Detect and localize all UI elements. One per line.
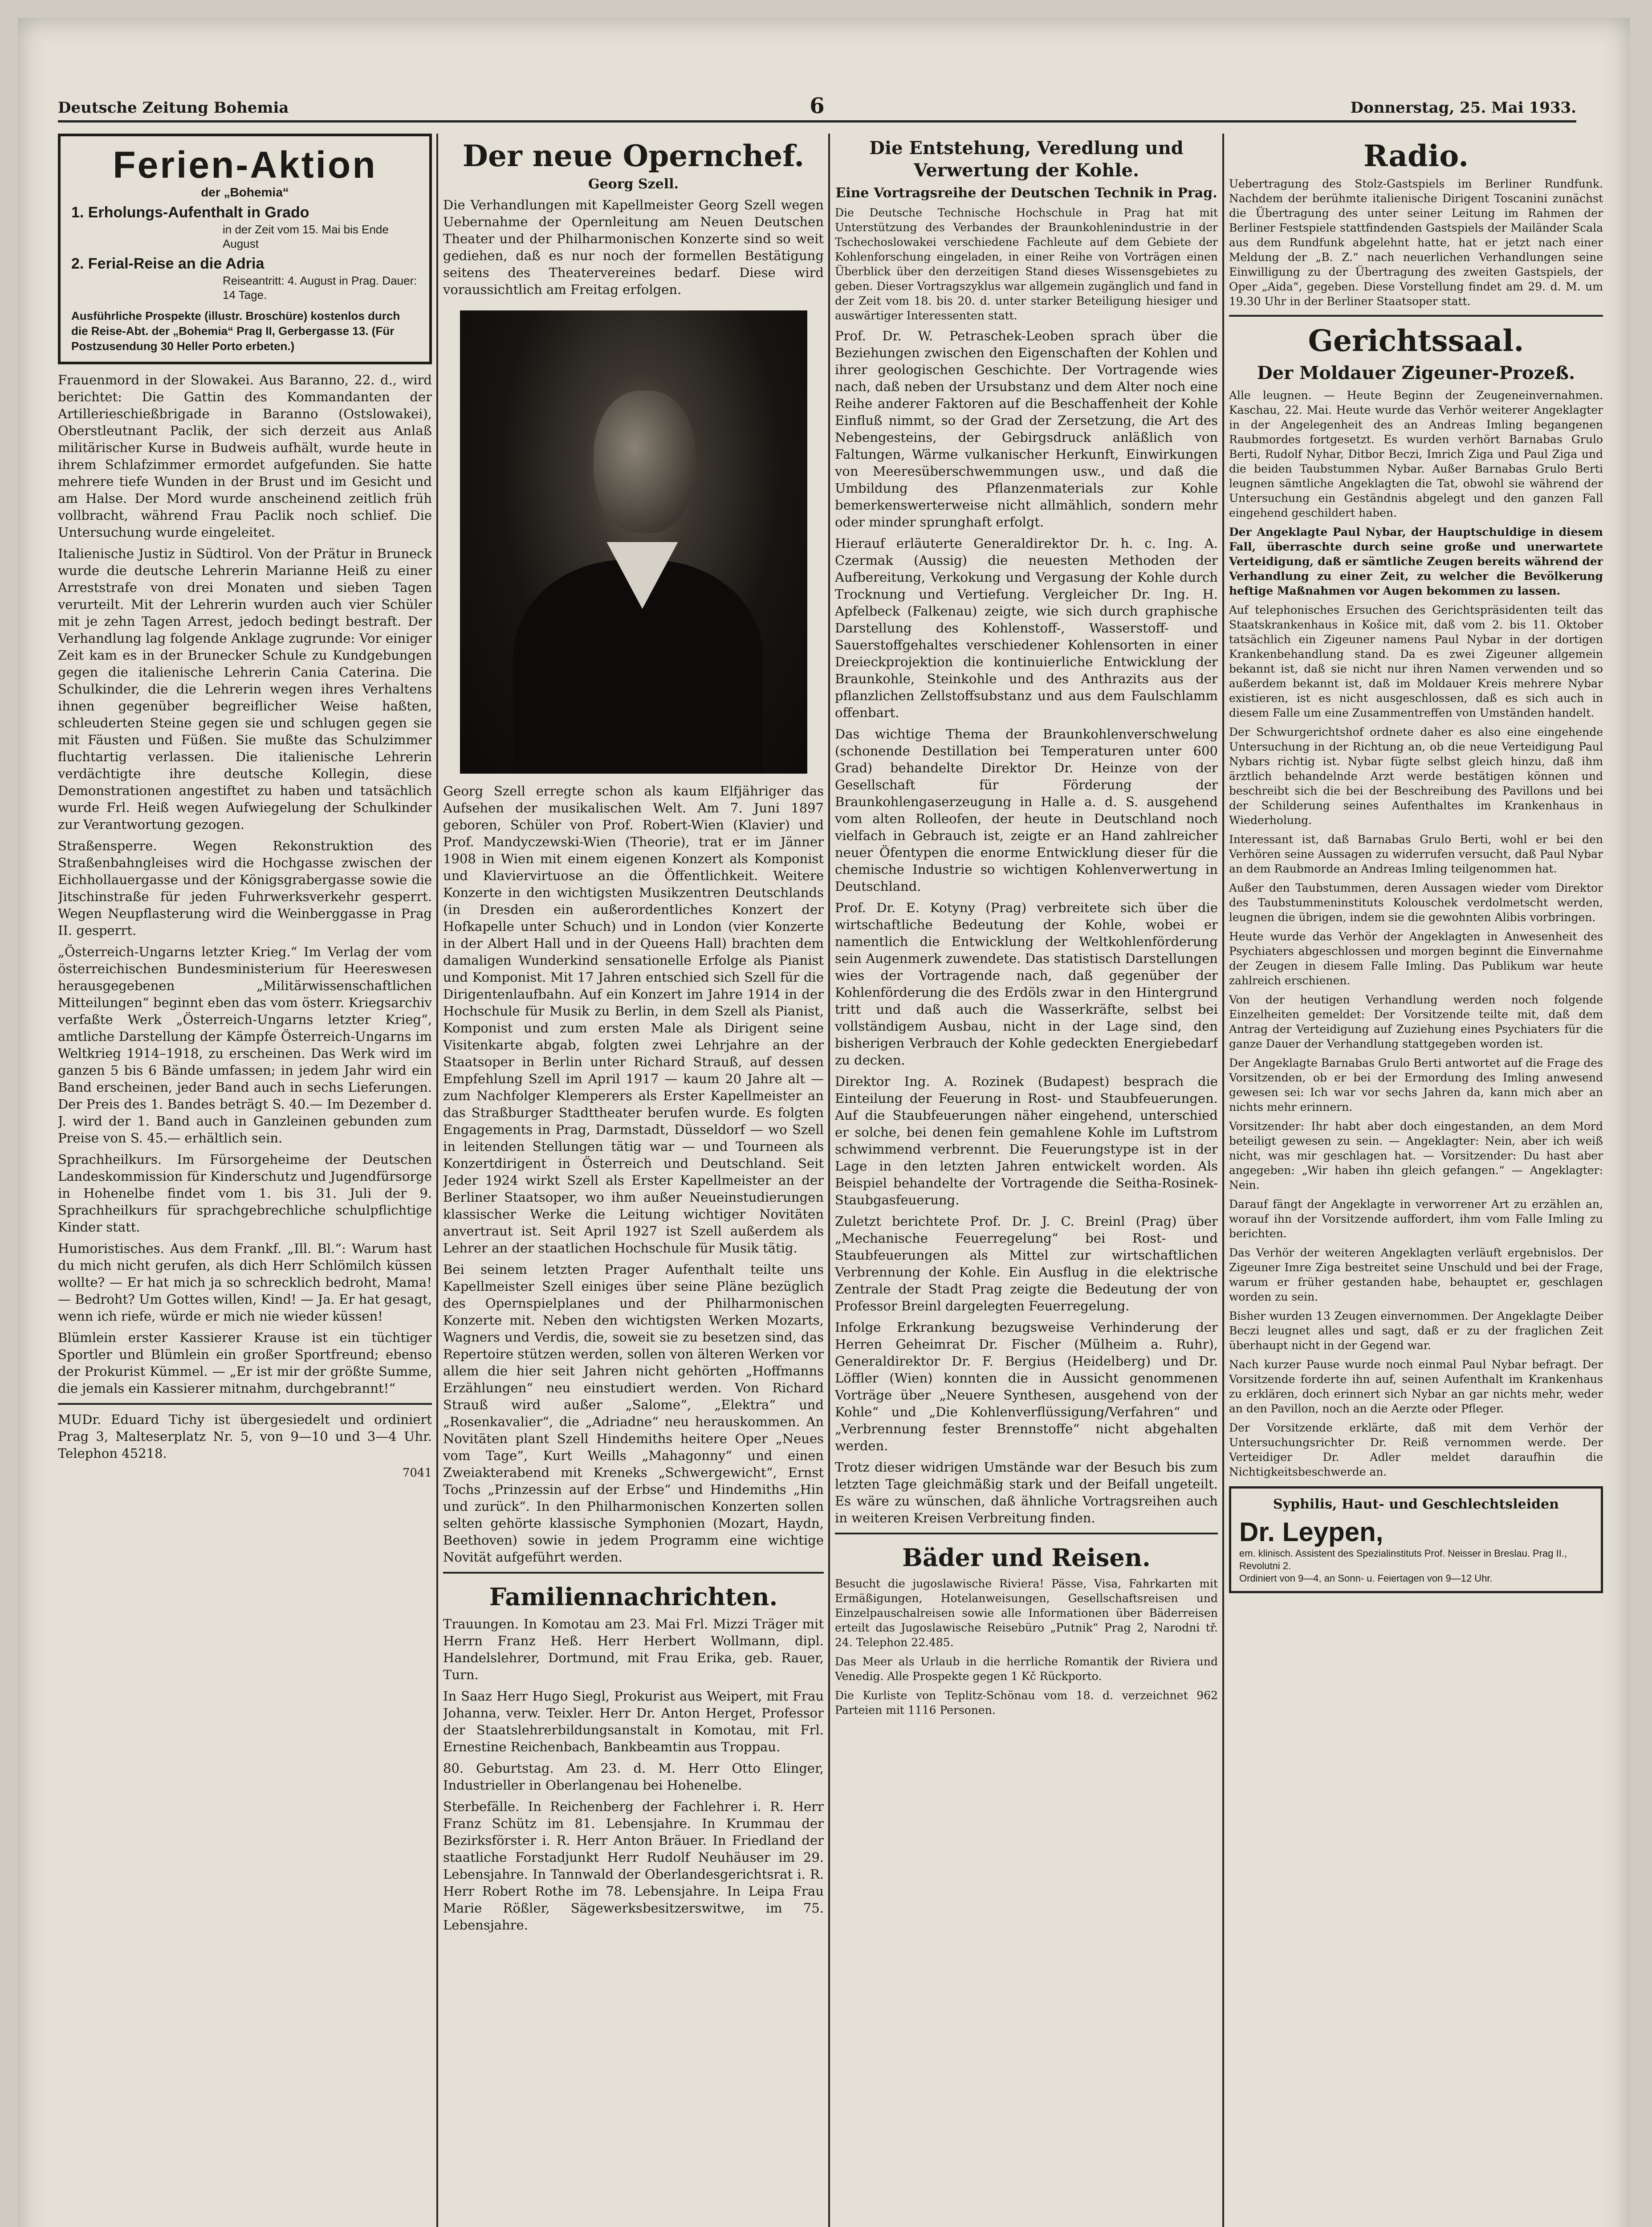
article-kohle-p4: Prof. Dr. E. Kotyny (Prag) verbreitete sich über die wirtschaftliche Bedeutung der Kohle, wobei er namentlich die Entwicklung der Weltkohlenförderung sein Augenmerk zuwendete. Das statistisch Darstellungen wies der Vortragende nach, daß gegenüber der Kohlenförderung die des Erdöls zwar in den Hintergrund tritt und daß auch die Wasserkräfte, selbst bei vollständigem Ausbau, nicht in der Lage sind, den bisherigen Verbrauch der Kohle gedeckten Energiebedarf zu decken. — [835, 900, 1218, 1068]
article-sprachheilkurs: Sprachheilkurs. Im Fürsorgeheime der Deutschen Landeskommission für Kinderschutz und Jugendfürsorge in Hohenelbe findet vom 1. bis 31. Juli der 9. Sprachheilkurs für sprachgebrechliche schulpflichtige Kinder statt. — [58, 1152, 432, 1235]
article-humoristisches: Humoristisches. Aus dem Frankf. „Ill. Bl.“: Warum hast du mich nicht gerufen, als dich Herr Schlömilch küssen wollte? — Er hat mich ja so schrecklich bedroht, Mama! — Bedroht? Um Gottes willen, Kind! — Ja. Er hat gesagt, wenn ich riefe, würde er mich nie wieder küssen! — [58, 1241, 432, 1324]
court-p14: Nach kurzer Pause wurde noch einmal Paul Nybar befragt. Der Vorsitzende forderte ihn auf, seinen Aufenthalt im Krankenhaus zu erklären, doch erinnert sich Nybar an gar nichts mehr, weder an den Pavillon, noch an die Aerzte oder Pfleger. — [1229, 1358, 1603, 1415]
doctor-ad-detail: em. klinisch. Assistent des Spezialinstituts Prof. Neisser in Breslau. Prag II., Revolutni 2. — [1239, 1548, 1567, 1571]
court-p5: Interessant ist, daß Barnabas Grulo Berti, wohl er bei den Verhören seine Aussagen zu widerrufen versucht, daß Paul Nybar an dem Raubmorde an Andreas Imling teilgenommen hat. — [1229, 833, 1603, 875]
doctor-ad-hours: Ordiniert von 9—4, an Sonn- u. Feiertagen von 9—12 Uhr. — [1239, 1573, 1493, 1584]
article-title-zigeuner-prozess: Der Moldauer Zigeuner-Prozeß. — [1257, 363, 1575, 383]
article-subtitle-kohle: Eine Vortragsreihe der Deutschen Technik in Prag. — [835, 185, 1217, 201]
article-italienische-justiz: Italienische Justiz in Südtirol. Von der Prätur in Bruneck wurde die deutsche Lehrerin Marianne Heiß zu einer Arreststrafe von drei Monaten und sieben Tagen verurteilt. Mit der Lehrerin wurden auch vier Schüler mit je zehn Tagen Arrest, jedoch bedingt bestraft. Der Verhandlung lag folgende Anklage zugrunde: Vor einiger Zeit kam es in der Brunecker Schule zu Kundgebungen gegen die italienische Lehrerin Cania Caterina. Die Schulkinder, die die Lehrerin wegen ihres Verhaltens ihnen gegenüber begreiflicher Weise haßten, schleuderten Steine gegen sie und schlugen gegen sie mit Fäusten und Füßen. Sie mußte das Schulzimmer fluchtartig verlassen. Die italienische Lehrerin verdächtigte ihre deutsche Kollegin, diese Demonstrationen angestiftet zu haben und tatsächlich wurde Frl. Heiß wegen Aufwiegelung der Schulkinder zur Verantwortung gezogen. — [58, 546, 432, 832]
court-p1: Alle leugnen. — Heute Beginn der Zeugeneinvernahmen. Kaschau, 22. Mai. Heute wurde das Verhör weiterer Angeklagter in der Angelegenheit des an Andreas Imling begangenen Raubmordes fortgesetzt. Es wurden verhört Barnabas Grulo Berti, Rudolf Nyhar, Ditbor Beczi, Imrich Ziga und Paul Ziga und die beiden Taubstummen Nybar. Außer Barnabas Grulo Berti leugnen sämtliche Angeklagten die Tat, obwohl sie während der Untersuchung ein Geständnis abgelegt und den ganzen Fall eingehend geschildert haben. — [1229, 389, 1603, 519]
ad-subtitle: der „Bohemia“ — [201, 185, 289, 199]
court-p9: Der Angeklagte Barnabas Grulo Berti antwortet auf die Frage des Vorsitzenden, ob er bei der Ermordung des Imling anwesend gewesen sei: Ich war vor sechs Jahren da, kann mich aber an nichts mehr erinnern. — [1229, 1056, 1603, 1114]
court-p12: Das Verhör der weiteren Angeklagten verläuft ergebnislos. Der Zigeuner Imre Ziga bestreitet seine Unschuld und bei der Frage, warum er früher gestanden habe, behauptet er, geschlagen worden zu sein. — [1229, 1246, 1603, 1303]
court-p8: Von der heutigen Verhandlung werden noch folgende Einzelheiten gemeldet: Der Vorsitzende teilte mit, daß dem Antrag der Verteidigung auf Zuziehung eines Psychiaters für die ganze Dauer der Verhandlung stattgegeben worden ist. — [1229, 993, 1603, 1050]
article-kohle-p7: Infolge Erkrankung bezugsweise Verhinderung der Herren Geheimrat Dr. Fischer (Mülheim a. Ruhr), Generaldirektor Dr. F. Bergius (Heidelberg) und Dr. Löffler (Wien) konnten die in Aussicht genommenen Vorträge über „Neuere Synthesen, ausgehend von der Kohle“ und „Die Kohlenverflüssigung/Verfahren“ und „Verbrennung fester Brennstoffe“ nicht abgehalten werden. — [835, 1320, 1218, 1453]
court-p11: Darauf fängt der Angeklagte in verworrener Art zu erzählen an, worauf ihn der Vorsitzende auffordert, ihm vom Falle Imling zu berichten. — [1229, 1198, 1603, 1240]
article-intro-kohle: Die Deutsche Technische Hochschule in Prag hat mit Unterstützung des Verbandes der Braunkohlenindustrie in der Tschechoslowakei verschiedene Fachleute auf dem Gebiete der Kohlenforschung eingeladen, in einer Reihe von Vorträgen einen Überblick über den derzeitigen Stand dieses Wissensgebietes zu geben. Dieser Vortragszyklus war allgemein zugänglich und fand in der Zeit vom 18. bis 20. d. unter starker Beteiligung hiesiger und auswärtiger Interessenten statt. — [835, 206, 1218, 322]
newspaper-page — [18, 18, 1630, 2227]
court-p3: Auf telephonisches Ersuchen des Gerichtspräsidenten teilt das Staatskrankenhaus in Košice mit, daß vom 2. bis 11. Oktober tatsächlich ein Zigeuner namens Paul Nybar in der dortigen Krankenbehandlung stand. Da es zwei Zigeuner allgemein bekannt ist, daß sie nicht nur ihren Namen verwenden und so außerdem bekannt ist, daß im Moldauer Kreis mehrere Nybar existieren, ist es nicht ausgeschlossen, daß es sich auch in diesem Falle um eine Zusammentreffen von Umständen handelt. — [1229, 604, 1603, 719]
ad-item-1: 1. Erholungs-Aufenthalt in Grado — [71, 204, 309, 221]
court-p4: Der Schwurgerichtshof ordnete daher es also eine eingehende Untersuchung in der Richtung an, ob die neue Verteidigung Paul Nybars richtig ist. Nybar fügte selbst gleich hinzu, daß ihm ärztlich behandelnde Arzt werde bestätigen können und beschreibt sich die bei der Beschreibung des Pavillons und bei der Schilderung seines Aufenthaltes im Krankenhaus in Wiederholung. — [1229, 726, 1603, 827]
portrait-photo-georg-szell — [460, 310, 807, 774]
article-intro-szell: Die Verhandlungen mit Kapellmeister Georg Szell wegen Uebernahme der Opernleitung am Neuen Deutschen Theater und der Philharmonischen Konzerte sind so weit gediehen, daß es nur noch der formellen Bestätigung seitens des Theatervereines bedarf. Diese wird voraussichtlich am Freitag erfolgen. — [443, 197, 824, 297]
column-divider — [1222, 134, 1224, 2227]
fam-trauungen: Trauungen. In Komotau am 23. Mai Frl. Mizzi Träger mit Herrn Franz Heß. Herr Herbert Wollmann, dipl. Handelslehrer, Dortmund, mit Frau Erika, geb. Rauer, Turn. — [443, 1616, 824, 1682]
column-4 — [1229, 134, 1603, 2227]
court-p2: Der Angeklagte Paul Nybar, der Hauptschuldige in diesem Fall, überraschte durch seine große und unerwartete Verteidigung, daß er sämtliche Zeugen bereits während der Verhandlung zu einer Zeit, zu welcher die Bevölkerung heftige Maßnahmen vor Augen bekommen zu lassen. — [1229, 526, 1603, 597]
ad-footer: Ausführliche Prospekte (illustr. Broschüre) kostenlos durch die Reise-Abt. der „Bohemia“ Prag II, Gerbergasse 13. (Für Postzusendung 30 Heller Porto erbeten.) — [71, 309, 400, 353]
column-1 — [58, 134, 432, 2227]
fam-saaz: In Saaz Herr Hugo Siegl, Prokurist aus Weipert, mit Frau Johanna, verw. Teixler. Herr Dr. Anton Herget, Professor der Staatslehrerbildungsanstalt in Komotau, mit Frl. Ernestine Reichenbach, Bankbeamtin aus Troppau. — [443, 1689, 824, 1754]
court-p15: Der Vorsitzende erklärte, daß mit dem Verhör der Untersuchungsrichter Dr. Reiß vernommen werde. Der Verteidiger Dr. Adler meldet daraufhin die Nichtigkeitsbeschwerde an. — [1229, 1421, 1603, 1478]
article-kohle-p8: Trotz dieser widrigen Umstände war der Besuch bis zum letzten Tage gleichmäßig stark und der Beifall ungeteilt. Es wäre zu wünschen, daß ähnliche Vortragsreihen auch in weiteren Kreisen Verbreitung finden. — [835, 1460, 1218, 1525]
notice-code: 7041 — [402, 1466, 432, 1480]
article-bluemlein: Blümlein erster Kassierer Krause ist ein tüchtiger Sportler und Blümlein ein großer Sportfreund; ebenso der Prokurist Kümmel. — „Er ist mir der größte Summe, die jemals ein Kassierer mitnahm, durchgebrannt!“ — [58, 1330, 432, 1396]
section-title-baeder: Bäder und Reisen. — [902, 1543, 1151, 1572]
ferien-aktion-ad — [58, 134, 432, 364]
article-title-kohle: Die Entstehung, Veredlung und Verwertung der Kohle. — [869, 138, 1184, 181]
divider — [58, 1403, 432, 1405]
ad-title: Ferien-Aktion — [113, 144, 377, 186]
section-title-gerichtssaal: Gerichtssaal. — [1308, 323, 1524, 358]
doctor-ad-title: Syphilis, Haut- und Geschlechtsleiden — [1273, 1497, 1559, 1512]
issue-date: Donnerstag, 25. Mai 1933. — [1350, 99, 1576, 117]
ad-item-1-detail: in der Zeit vom 15. Mai bis Ende August — [223, 223, 389, 250]
column-2 — [443, 134, 824, 2227]
doctor-ad-name: Dr. Leypen, — [1239, 1517, 1383, 1547]
section-title-familiennachrichten: Familiennachrichten. — [489, 1583, 778, 1611]
column-3 — [835, 134, 1218, 2227]
article-kohle-p3: Das wichtige Thema der Braunkohlenverschwelung (schonende Destillation bei Temperaturen unter 600 Grad) behandelte Direktor Dr. Heinze von der Gesellschaft für Förderung der Braunkohlengaserzeugung in Halle a. d. S. ausgehend vom alten Rolleofen, der heute in Deutschland noch vielfach in Gebrauch ist, zeigte er an Hand zahlreicher neuer Öfentypen die enorme Entwicklung dieser für die chemische Industrie so wichtigen Kohlenverwertung in Deutschland. — [835, 726, 1218, 894]
page-number: 6 — [810, 94, 825, 118]
article-body-szell-1: Georg Szell erregte schon als kaum Elfjähriger das Aufsehen der musikalischen Welt. Am 7. Juni 1897 geboren, Schüler von Prof. Robert-Wien (Klavier) und Prof. Mandyczewski-Wien (Theorie), trat er im Jänner 1908 in Wien mit einem eigenen Konzert als Komponist und Klaviervirtuose an die Öffentlichkeit. Weitere Konzerte in den wichtigsten Musikzentren Deutschlands (in Dresden ein außerordentliches Konzert der Hofkapelle unter Schuch) und in London (vier Konzerte in der Albert Hall und in der Queens Hall) brachten dem damaligen Wunderkind sensationelle Erfolge als Pianist und Komponist. Mit 17 Jahren entschied sich Szell für die Dirigentenlaufbahn. Auf ein Konzert im Jahre 1914 in der Hochschule für Musik zu Berlin, in dem Szell als Pianist, Komponist und zum ersten Male als Dirigent seine Visitenkarte abgab, folgten zwei Lehrjahre an der Staatsoper in Berlin unter Richard Strauß, auf dessen Empfehlung Szell im April 1917 — kaum 20 Jahre alt — zum Nachfolger Klemperers als Erster Kapellmeister an das Straßburger Stadttheater berufen wurde. Es folgten Engagements in Prag, Darmstadt, Düsseldorf — wo Szell in leitenden Stellungen tätig war — und Tourneen als Konzertdirigent in Österreich und Deutschland. Seit Jeder 1924 wirkt Szell als Erster Kapellmeister an der Berliner Staatsoper, wo ihm außer Neueinstudierungen klassischer Werke die Leitung wichtiger Novitäten anvertraut ist. Seit April 1927 ist Szell außerdem als Lehrer an der staatlichen Hochschule für Musik tätig. — [443, 783, 824, 1256]
article-title-opernchef: Der neue Opernchef. — [462, 139, 805, 173]
article-kohle-p5: Direktor Ing. A. Rozinek (Budapest) besprach die Einteilung der Feuerung in Rost- und Staubfeuerungen. Auf die Staubfeuerungen näher eingehend, unterschied er solche, bei denen fein gemahlene Kohle im Luftstrom schwimmend verbrennt. Die Feuerungstype ist in der Lage in den letzten Jahren entwickelt worden. Als Beispiel behandelte der Vortragende die Seitha-Rosinek-Staubgasfeuerung. — [835, 1074, 1218, 1207]
divider — [835, 1533, 1218, 1534]
ad-item-2-detail: Reiseantritt: 4. August in Prag. Dauer: 14 Tage. — [223, 274, 417, 302]
doctor-ad — [1229, 1486, 1603, 1593]
fam-sterbefaelle: Sterbefälle. In Reichenberg der Fachlehrer i. R. Herr Franz Schütz im 81. Lebensjahre. In Krummau der Bezirksförster i. R. Herr Anton Bräuer. In Friedland der staatliche Forstadjunkt Herr Rudolf Neuhäuser im 29. Lebensjahre. In Tannwald der Oberlandesgerichtsrat i. R. Herr Robert Rothe im 78. Lebensjahre. In Leipa Frau Marie Rößler, Sägewerksbesitzerswitwe, im 75. Lebensjahre. — [443, 1799, 824, 1933]
baeder-item-1: Besucht die jugoslawische Riviera! Pässe, Visa, Fahrkarten mit Ermäßigungen, Hotelanweisungen, Gesellschaftsreisen und Einzelpauschalreisen sowie alle Informationen über Bäderreisen erteilt das Jugoslawische Reisebüro „Putnik“ Prag 2, Narodni tř. 24. Telephon 22.485. — [835, 1577, 1218, 1649]
notice-mudr-tichy: MUDr. Eduard Tichy ist übergesiedelt und ordiniert Prag 3, Malteserplatz Nr. 5, von 9—10 und 3—4 Uhr. Telephon 45218. — [58, 1412, 432, 1461]
article-subtitle-szell: Georg Szell. — [588, 176, 679, 192]
newspaper-name: Deutsche Zeitung Bohemia — [58, 99, 289, 117]
article-strassensperre: Straßensperre. Wegen Rekonstruktion des Straßenbahngleises wird die Hochgasse zwischen der Eichhollauergasse und der Königsgrabergasse sowie die Jitschinstraße für jeden Fuhrwerksverkehr gesperrt. Wegen Neupflasterung wird die Weinberggasse in Prag II. gesperrt. — [58, 838, 432, 938]
column-divider — [436, 134, 438, 2227]
baeder-item-3: Die Kurliste von Teplitz-Schönau vom 18. d. verzeichnet 962 Parteien mit 1116 Personen. — [835, 1689, 1218, 1717]
article-oesterreich-ungarns-krieg: „Österreich-Ungarns letzter Krieg.“ Im Verlag der vom österreichischen Bundesministerium für Heereswesen herausgegebenen „Militärwissenschaftlichen Mitteilungen“ beginnt eben das vom österr. Kriegsarchiv verfaßte Werk „Österreich-Ungarns letzter Krieg“, amtliche Darstellung der Kämpfe Österreich-Ungarns im Weltkrieg 1914–1918, zu erscheinen. Das Werk wird im ganzen 5 bis 6 Bände umfassen; in jedem Jahr wird ein Band erscheinen, jeder Band auch in sechs Lieferungen. Der Preis des 1. Bandes beträgt S. 40.— Im Dezember d. J. wird der 1. Band auch in Ganzleinen gebunden zum Preise von S. 45.— erhältlich sein. — [58, 944, 432, 1146]
column-divider — [828, 134, 830, 2227]
article-frauenmord: Frauenmord in der Slowakei. Aus Baranno, 22. d., wird berichtet: Die Gattin des Kommandanten der Artillerieschießbrigade in Baranno (Ostslowakei), Oberstleutnant Paclik, der sich derzeit aus Anlaß militärischer Kurse in Budweis aufhält, wurde heute in ihrem Schlafzimmer ermordet aufgefunden. Sie hatte mehrere tiefe Wunden in der Brust und im Gesicht und am Halse. Der Mord wurde anscheinend zeitlich früh vollbracht, während Frau Paclik noch schlief. Die Untersuchung wurde eingeleitet. — [58, 372, 432, 540]
court-p7: Heute wurde das Verhör der Angeklagten in Anwesenheit des Psychiaters abgeschlossen und morgen beginnt die Einvernahme der Zeugen in diesem Falle Imling. Das Publikum war heute zahlreich erschienen. — [1229, 930, 1603, 987]
court-p10: Vorsitzender: Ihr habt aber doch eingestanden, an dem Mord beteiligt gewesen zu sein. — Angeklagter: Nein, aber ich weiß nicht, was mir geschlagen hat. — Vorsitzender: Du hast aber angegeben: „Wir haben ihn gleich gefangen.“ — Angeklagter: Nein. — [1229, 1120, 1603, 1191]
article-body-szell-2: Bei seinem letzten Prager Aufenthalt teilte uns Kapellmeister Szell einiges über seine Pläne bezüglich des Opernspielplanes und der Philharmonischen Konzerte mit. Neben den wichtigsten Werken Mozarts, Wagners und Verdis, die, soweit sie zu besetzen sind, das Repertoire stützen werden, sollen von älteren Werken vor allem die hier seit Jahren nicht gehörten „Hoffmanns Erzählungen“ neu einstudiert werden. Von Richard Strauß wird außer „Salome“, „Elektra“ und „Rosenkavalier“, die „Adriadne“ neu herauskommen. An Novitäten plant Szell Hindemiths heitere Oper „Neues vom Tage“, Kurt Weills „Mahagonny“ und einen Zweiakterabend mit Kreneks „Schwergewicht“, Ernst Tochs „Prinzessin auf der Erbse“ und Hindemiths „Hin und zurück“. In den Philharmonischen Konzerten sollen selten gehörte klassische Symphonien (Mozart, Haydn, Beethoven) sowie in jedem Programm eine wichtige Novität aufgeführt werden. — [443, 1262, 824, 1565]
article-kohle-p6: Zuletzt berichtete Prof. Dr. J. C. Breinl (Prag) über „Mechanische Feuerregelung“ bei Rost- und Staubfeuerungen als Mittel zur wirtschaftlichen Verbrennung der Kohle. Ein Ausflug in die elektrische Zentrale der Stadt Prag zeigte die Bedeutung der von Professor Breinl dargelegten Feuerregelung. — [835, 1214, 1218, 1313]
page-header — [58, 85, 1576, 122]
court-p6: Außer den Taubstummen, deren Aussagen wieder vom Direktor des Taubstummeninstituts Kolouschek verdolmetscht werden, leugnen die übrigen, indem sie die gewohnten Alibis vorbringen. — [1229, 881, 1603, 924]
court-p13: Bisher wurden 13 Zeugen einvernommen. Der Angeklagte Deiber Beczi leugnet alles und sagt, daß er zu der fraglichen Zeit überhaupt nicht in der Gegend war. — [1229, 1309, 1603, 1352]
fam-geburtstag: 80. Geburtstag. Am 23. d. M. Herr Otto Elinger, Industrieller in Oberlangenau bei Hohenelbe. — [443, 1761, 824, 1793]
divider — [443, 1572, 824, 1574]
radio-article: Uebertragung des Stolz-Gastspiels im Berliner Rundfunk. Nachdem der berühmte italienische Dirigent Toscanini zunächst die Übertragung des unter seiner Leitung im Rahmen der Berliner Festspiele stattfindenden Gastspiels der Mailänder Scala aus dem Rundfunk abgelehnt hatte, hat er jetzt nach einer Meldung der „B. Z.“ nach neuerlichen Verhandlungen seine Einwilligung zu der Übertragung des zweiten Gastspiels, der Oper „Aida“, gegeben. Diese Vorstellung findet am 29. d. M. um 19.30 Uhr in der Berliner Staatsoper statt. — [1229, 177, 1603, 308]
section-title-radio: Radio. — [1363, 139, 1469, 173]
article-kohle-p1: Prof. Dr. W. Petraschek-Leoben sprach über die Beziehungen zwischen den Eigenschaften der Kohlen und ihrer geologischen Geschichte. Der Vortragende wies nach, daß neben der Ursubstanz und dem Alter noch eine Reihe anderer Faktoren auf die Beschaffenheit der Kohle Einfluß nimmt, so der Grad der Zersetzung, die Art des Nebengesteins, der Gebirgsdruck anläßlich von Faltungen, Wärme vulkanischer Herkunft, Einwirkungen von Meeresüberschwemmungen usw., und daß die Umbildung des Pflanzenmaterials zur Kohle bemerkenswerterweise nicht allmählich, sondern mehr oder minder sprunghaft erfolgt. — [835, 328, 1218, 530]
article-kohle-p2: Hierauf erläuterte Generaldirektor Dr. h. c. Ing. A. Czermak (Aussig) die neuesten Methoden der Aufbereitung, Verkokung und Vergasung der Kohle durch Trocknung und Vertiefung. Vergleicher Dr. Ing. H. Apfelbeck (Falkenau) zeigte, wie sich durch graphische Darstellung des Kohlenstoff-, Wasserstoff- und Sauerstoffgehaltes verschiedener Kohlensorten in einer Dreieckprojektion die kontinuierliche Entwicklung der Braunkohle, Steinkohle und des Anthrazits aus der pflanzlichen Zellstoffsubstanz und aus dem Faulschlamm offenbart. — [835, 536, 1218, 720]
divider — [1229, 315, 1603, 317]
baeder-item-2: Das Meer als Urlaub in die herrliche Romantik der Riviera und Venedig. Alle Prospekte gegen 1 Kč Rückporto. — [835, 1655, 1218, 1683]
ad-item-2: 2. Ferial-Reise an die Adria — [71, 255, 264, 272]
